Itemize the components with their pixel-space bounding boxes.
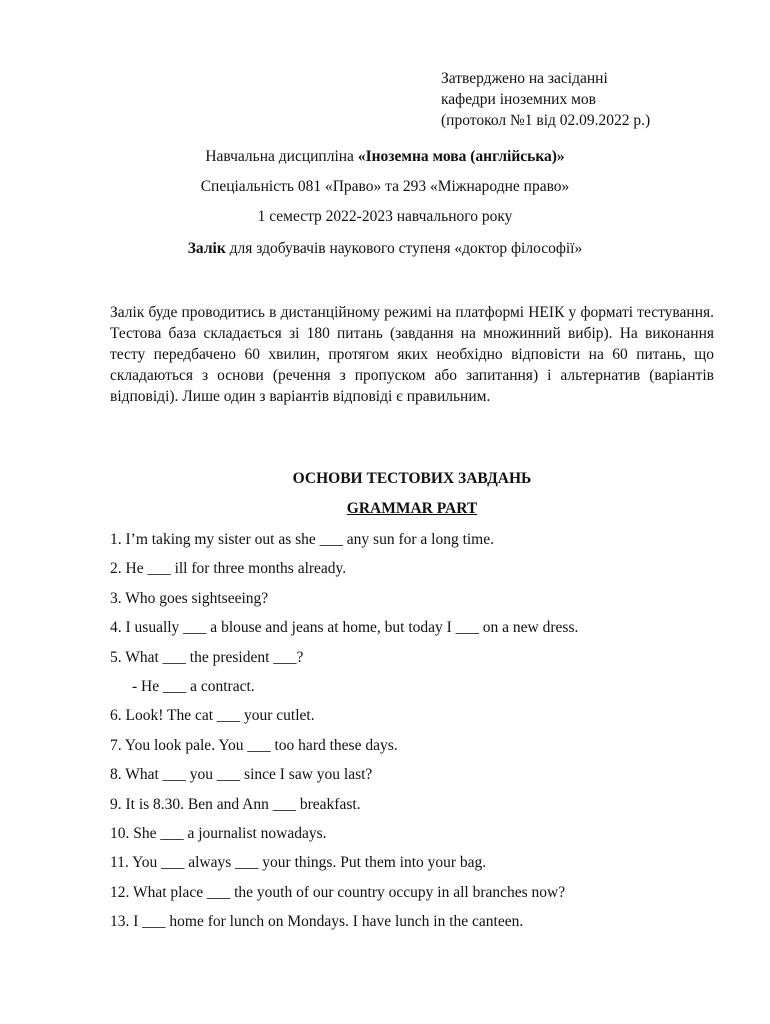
question-item: 8. What ___ you ___ since I saw you last? xyxy=(110,766,373,784)
intro-paragraph: Залік буде проводитись в дистанційному режимі на платформі НЕІК у форматі тестування. Тестова база складається зі 180 питань (завдання на множинний вибір). На виконання тесту передбачено 60 хвилин, протягом яких необхідно відповісти на 60 питань, що складаються з основи (речення з пропуском або запитання) і альтернатив (варіантів відповіді). Лише один з варіантів відповіді є правильним. xyxy=(110,304,714,405)
question-item: 6. Look! The cat ___ your cutlet. xyxy=(110,707,315,725)
section-title: ОСНОВИ ТЕСТОВИХ ЗАВДАНЬ xyxy=(292,470,532,487)
specialty-line: Спеціальність 081 «Право» та 293 «Міжнародне право» xyxy=(200,178,570,195)
question-item: 3. Who goes sightseeing? xyxy=(110,589,269,607)
question-item: 12. What place ___ the youth of our country occupy in all branches now? xyxy=(110,883,566,901)
discipline-line xyxy=(0,148,770,166)
approval-line-1: Затверджено на засіданні xyxy=(441,70,608,87)
question-item: 7. You look pale. You ___ too hard these days. xyxy=(110,736,398,754)
exam-description: для здобувачів наукового ступеня «доктор філософії» xyxy=(225,240,583,257)
question-item: 10. She ___ a journalist nowadays. xyxy=(110,824,327,842)
question-item: 5. What ___ the president ___? xyxy=(110,648,304,666)
question-item: 11. You ___ always ___ your things. Put them into your bag. xyxy=(110,854,487,872)
question-subitem: - He ___ a contract. xyxy=(132,677,255,695)
approval-note xyxy=(441,68,650,131)
question-item: 9. It is 8.30. Ben and Ann ___ breakfast. xyxy=(110,795,361,813)
question-item: 13. I ___ home for lunch on Mondays. I have lunch in the canteen. xyxy=(110,913,524,931)
question-item: 2. He ___ ill for three months already. xyxy=(110,560,347,578)
semester-line: 1 семестр 2022-2023 навчального року xyxy=(257,208,513,225)
question-item: 1. I’m taking my sister out as she ___ any sun for a long time. xyxy=(110,531,494,548)
discipline-prefix: Навчальна дисципліна xyxy=(205,148,358,165)
exam-line xyxy=(0,240,770,258)
question-item: 4. I usually ___ a blouse and jeans at home, but today I ___ on a new dress. xyxy=(110,619,579,637)
question-list xyxy=(110,529,730,940)
exam-word: Залік xyxy=(187,240,226,257)
approval-line-3: (протокол №1 від 02.09.2022 р.) xyxy=(441,112,651,129)
grammar-part-title: GRAMMAR PART xyxy=(346,500,478,517)
approval-line-2: кафедри іноземних мов xyxy=(441,91,596,108)
discipline-name: «Іноземна мова (англійська)» xyxy=(357,148,565,165)
